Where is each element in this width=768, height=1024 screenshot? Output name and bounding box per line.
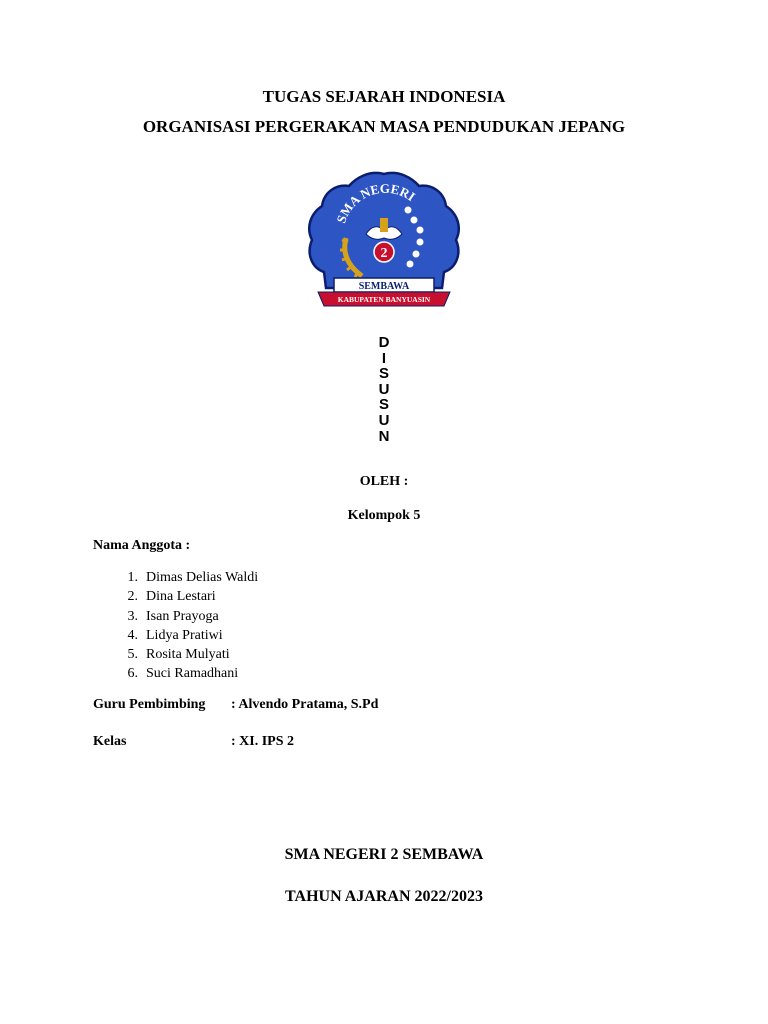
member-name: Dimas Delias Waldi — [146, 570, 259, 585]
torch-icon — [380, 218, 388, 232]
disusun-letter: D — [378, 334, 390, 351]
assignment-subtitle: ORGANISASI PERGERAKAN MASA PENDUDUKAN JEPANG — [142, 117, 626, 136]
disusun-letter: N — [378, 427, 390, 445]
oleh-label: OLEH : — [359, 474, 409, 489]
list-item: 1. Dimas Delias Waldi — [127, 570, 259, 585]
list-item: 6. Suci Ramadhani — [127, 666, 239, 682]
list-item: 5. Rosita Mulyati — [127, 647, 230, 663]
list-item: 3. Isan Prayoga — [127, 608, 219, 624]
list-item: 4. Lidya Pratiwi — [127, 627, 223, 643]
logo-number: 2 — [380, 246, 388, 261]
disusun-letter: S — [378, 396, 389, 414]
members-label: Nama Anggota : — [93, 538, 191, 553]
member-name: Rosita Mulyati — [146, 647, 230, 663]
disusun-vertical-text — [366, 335, 402, 444]
member-name: Dina Lestari — [146, 589, 216, 605]
member-name: Suci Ramadhani — [146, 666, 239, 682]
logo-arc-text: SMA NEGERI — [333, 180, 419, 226]
school-name: SMA NEGERI 2 SEMBAWA — [284, 846, 484, 863]
group-name: Kelompok 5 — [347, 508, 421, 523]
disusun-letter: U — [378, 380, 390, 398]
member-name: Lidya Pratiwi — [146, 627, 223, 643]
kelas-value: : XI. IPS 2 — [231, 734, 295, 749]
disusun-letter: I — [381, 349, 387, 367]
school-logo — [304, 168, 464, 316]
assignment-title: TUGAS SEJARAH INDONESIA — [262, 87, 506, 106]
kelas-label: Kelas — [93, 734, 127, 749]
logo-regency-text: KABUPATEN BANYUASIN — [337, 295, 431, 304]
guru-value: : Alvendo Pratama, S.Pd — [231, 697, 379, 712]
disusun-letter: S — [378, 365, 389, 383]
logo-place-text: SEMBAWA — [358, 281, 410, 292]
disusun-letter: U — [378, 411, 390, 429]
guru-label: Guru Pembimbing — [93, 697, 206, 712]
list-item: 2. Dina Lestari — [127, 589, 216, 605]
member-list — [108, 568, 258, 684]
academic-year: TAHUN AJARAN 2022/2023 — [285, 888, 483, 905]
member-name: Isan Prayoga — [146, 608, 219, 624]
